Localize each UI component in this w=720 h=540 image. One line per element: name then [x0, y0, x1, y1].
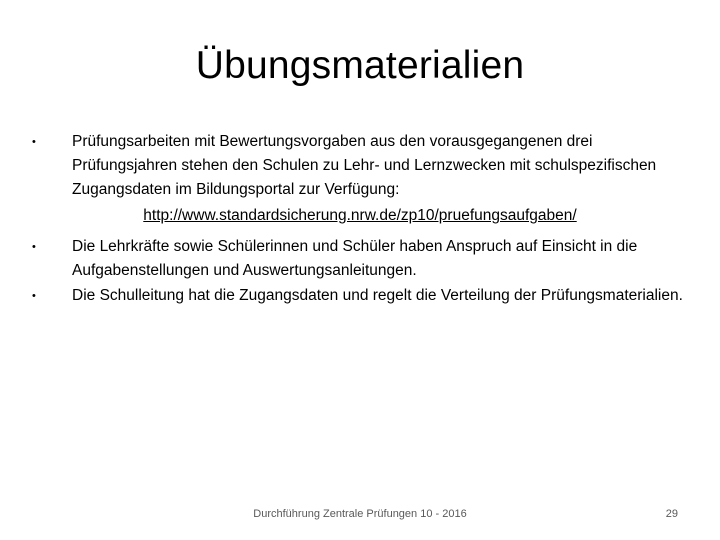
bullet-item [30, 235, 690, 283]
bullet-text: Die Schulleitung hat die Zugangsdaten und regelt die Verteilung der Prüfungsmaterialien. [72, 287, 683, 304]
slide-footer: Durchführung Zentrale Prüfungen 10 - 2016 [253, 508, 467, 520]
page-number: 29 [665, 508, 678, 520]
bullet-text: Die Lehrkräfte sowie Schülerinnen und Schüler haben Anspruch auf Einsicht in die Aufgabenstellungen und Auswertungsanleitungen. [72, 238, 638, 279]
bullet-icon: • [32, 136, 36, 148]
bullet-item [30, 130, 690, 202]
bullet-icon: • [32, 290, 36, 302]
bullet-text: Prüfungsarbeiten mit Bewertungsvorgaben aus den vorausgegangenen drei Prüfungsjahren stehen den Schulen zu Lehr- und Lernzwecken mit schulspezifischen Zugangsdaten im Bildungsportal zur Verfügung: [72, 133, 657, 198]
bullet-item [30, 284, 690, 308]
pruefungsaufgaben-link[interactable]: http://www.standardsicherung.nrw.de/zp10/pruefungsaufgaben/ [143, 207, 577, 224]
bullet-icon: • [32, 241, 36, 253]
slide-title: Übungsmaterialien [195, 44, 525, 87]
